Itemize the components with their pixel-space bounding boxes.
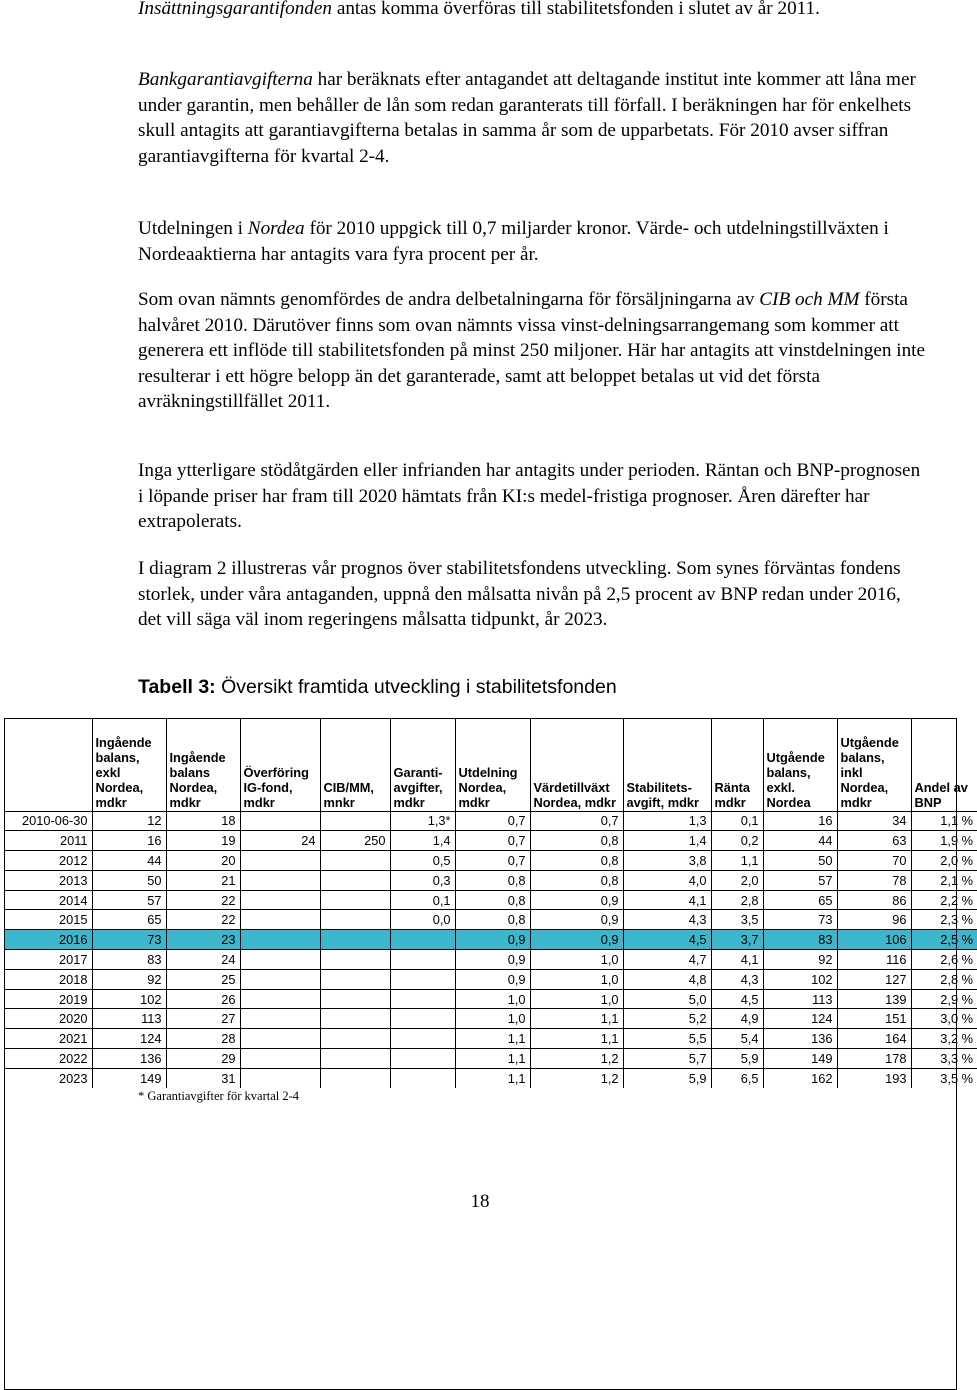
table-cell: 5,2 (623, 1009, 711, 1029)
table-row (4, 890, 977, 910)
table-cell: 34 (837, 811, 911, 831)
table-cell: 162 (763, 1068, 837, 1088)
table-cell: 31 (166, 1068, 240, 1088)
table-cell: 18 (166, 811, 240, 831)
table-cell: 19 (166, 831, 240, 851)
table-cell: 250 (320, 831, 390, 851)
table-cell: 0,5 (390, 851, 455, 871)
table-cell: 5,4 (711, 1029, 763, 1049)
table-cell: 102 (763, 969, 837, 989)
row-label: 2016 (4, 930, 92, 950)
table-cell: 86 (837, 890, 911, 910)
table-cell: 1,1 (711, 851, 763, 871)
table-cell (240, 890, 320, 910)
table-cell (240, 989, 320, 1009)
table-cell: 0,8 (530, 851, 623, 871)
table-cell: 2,8 (711, 890, 763, 910)
table-cell: 83 (763, 930, 837, 950)
table-cell: 3,0 % (911, 1009, 977, 1029)
column-header: Utgående balans, inkl Nordea, mdkr (837, 718, 911, 811)
table-cell: 12 (92, 811, 166, 831)
table-cell: 178 (837, 1049, 911, 1069)
table-cell: 124 (763, 1009, 837, 1029)
table-cell: 4,5 (623, 930, 711, 950)
table-cell: 0,8 (455, 910, 530, 930)
table-cell: 1,0 (530, 989, 623, 1009)
table-cell: 1,3* (390, 811, 455, 831)
table-cell (390, 930, 455, 950)
row-label: 2020 (4, 1009, 92, 1029)
table-row (4, 969, 977, 989)
table-row (4, 831, 977, 851)
column-header: Stabilitets-avgift, mdkr (623, 718, 711, 811)
table-cell: 1,3 (623, 811, 711, 831)
table-row (4, 989, 977, 1009)
table-cell: 25 (166, 969, 240, 989)
table-cell: 2,3 % (911, 910, 977, 930)
table-cell: 113 (92, 1009, 166, 1029)
table-cell: 5,0 (623, 989, 711, 1009)
table-cell: 0,8 (455, 890, 530, 910)
table-cell: 4,3 (623, 910, 711, 930)
table-cell: 2,0 % (911, 851, 977, 871)
table-cell: 22 (166, 910, 240, 930)
table-header-row (4, 718, 977, 811)
table-cell: 1,1 (530, 1029, 623, 1049)
table-cell: 73 (92, 930, 166, 950)
row-label: 2015 (4, 910, 92, 930)
column-header: Överföring IG-fond, mdkr (240, 718, 320, 811)
table-cell: 0,1 (390, 890, 455, 910)
table-cell: 1,2 (530, 1068, 623, 1088)
table-cell: 164 (837, 1029, 911, 1049)
table-cell: 1,0 (530, 969, 623, 989)
table-cell: 70 (837, 851, 911, 871)
row-label: 2012 (4, 851, 92, 871)
table-cell (240, 969, 320, 989)
row-label: 2013 (4, 870, 92, 890)
table-row (4, 870, 977, 890)
column-header: Ränta mdkr (711, 718, 763, 811)
row-label: 2017 (4, 950, 92, 970)
table-cell: 44 (763, 831, 837, 851)
table-cell: 2,9 % (911, 989, 977, 1009)
table-cell: 1,4 (623, 831, 711, 851)
table-cell: 0,7 (530, 811, 623, 831)
table-cell: 16 (763, 811, 837, 831)
table-cell: 0,8 (530, 870, 623, 890)
table-cell: 24 (166, 950, 240, 970)
table-cell: 149 (763, 1049, 837, 1069)
table-cell: 63 (837, 831, 911, 851)
table-cell: 5,7 (623, 1049, 711, 1069)
table-cell: 57 (763, 870, 837, 890)
table-cell: 20 (166, 851, 240, 871)
table-cell: 6,5 (711, 1068, 763, 1088)
column-header: Garanti-avgifter, mdkr (390, 718, 455, 811)
table-cell: 5,5 (623, 1029, 711, 1049)
table-cell: 27 (166, 1009, 240, 1029)
table-cell (390, 1029, 455, 1049)
table-cell: 149 (92, 1068, 166, 1088)
table-cell: 1,0 (530, 950, 623, 970)
row-label: 2010-06-30 (4, 811, 92, 831)
paragraph-insattningsgarantifonden: Insättningsgarantifonden antas komma överföras till stabilitetsfonden i slutet av år 2011. (138, 0, 820, 19)
table-cell: 1,1 (455, 1029, 530, 1049)
table-cell: 44 (92, 851, 166, 871)
table-cell: 0,9 (530, 910, 623, 930)
table-cell (240, 1068, 320, 1088)
table-cell (320, 989, 390, 1009)
table-cell: 50 (92, 870, 166, 890)
table-cell: 124 (92, 1029, 166, 1049)
table-cell (390, 1049, 455, 1069)
paragraph-diagram-2: I diagram 2 illustreras vår prognos över stabilitetsfondens utveckling. Som synes förväntas fondens storlek, under våra antaganden, uppnå den målsatta nivån på 2,5 procent av BNP redan under 2016, det vill säga väl inom regeringens målsatta tidpunkt, år 2023. (138, 558, 901, 630)
table-row (4, 1029, 977, 1049)
row-label: 2023 (4, 1068, 92, 1088)
column-header: CIB/MM, mnkr (320, 718, 390, 811)
table-cell: 23 (166, 930, 240, 950)
table-cell: 113 (763, 989, 837, 1009)
table-cell: 136 (92, 1049, 166, 1069)
paragraph-cib-mm: Som ovan nämnts genomfördes de andra delbetalningarna för försäljningarna av CIB och MM första halvåret 2010. Därutöver finns som ovan nämnts vissa vinst-delningsarrangemang som kommer att generera ett inflöde till stabilitetsfonden på minst 250 miljoner. Här har antagits att vinstdelningen inte resulterar i ett högre belopp än det garanterade, samt att beloppet betalas ut vid det första avräkningstillfället 2011. (138, 289, 926, 412)
table-cell: 65 (92, 910, 166, 930)
table-cell (240, 1009, 320, 1029)
table-row (4, 1009, 977, 1029)
table-cell: 106 (837, 930, 911, 950)
table-cell (320, 851, 390, 871)
table-cell: 136 (763, 1029, 837, 1049)
table-cell: 4,3 (711, 969, 763, 989)
table-cell (390, 969, 455, 989)
table-cell: 139 (837, 989, 911, 1009)
table-cell: 4,9 (711, 1009, 763, 1029)
table-cell: 0,7 (455, 851, 530, 871)
table-cell (240, 811, 320, 831)
table-cell (320, 890, 390, 910)
table-cell: 1,4 (390, 831, 455, 851)
table-cell: 1,0 (455, 1009, 530, 1029)
paragraph-utdelning-nordea: Utdelningen i Nordea för 2010 uppgick till 0,7 miljarder kronor. Värde- och utdelningstillväxten i Nordeaaktierna har antagits vara fyra procent per år. (138, 218, 889, 265)
table-cell (320, 1068, 390, 1088)
page-number: 18 (470, 1191, 490, 1212)
table-cell: 2,2 % (911, 890, 977, 910)
table-cell: 73 (763, 910, 837, 930)
table-cell: 1,1 (455, 1068, 530, 1088)
table-cell: 5,9 (711, 1049, 763, 1069)
table-cell: 24 (240, 831, 320, 851)
table-cell: 2,6 % (911, 950, 977, 970)
table-cell: 28 (166, 1029, 240, 1049)
table-cell: 96 (837, 910, 911, 930)
table-cell: 0,7 (455, 831, 530, 851)
table-row (4, 950, 977, 970)
table-cell: 0,0 (390, 910, 455, 930)
table-cell: 5,9 (623, 1068, 711, 1088)
table-cell: 2,5 % (911, 930, 977, 950)
table-cell: 29 (166, 1049, 240, 1069)
table-cell: 3,8 (623, 851, 711, 871)
column-header: Värdetillväxt Nordea, mdkr (530, 718, 623, 811)
table-cell: 1,0 (455, 989, 530, 1009)
table-cell: 3,5 (711, 910, 763, 930)
table-cell (320, 1049, 390, 1069)
table-row (4, 851, 977, 871)
table-cell: 4,1 (711, 950, 763, 970)
table-cell: 0,7 (455, 811, 530, 831)
table-cell: 2,8 % (911, 969, 977, 989)
table-cell (240, 851, 320, 871)
row-label: 2018 (4, 969, 92, 989)
table-cell: 127 (837, 969, 911, 989)
table-cell: 2,0 (711, 870, 763, 890)
row-label: 2014 (4, 890, 92, 910)
table-cell: 1,1 (530, 1009, 623, 1029)
table-cell: 16 (92, 831, 166, 851)
row-label: 2021 (4, 1029, 92, 1049)
table-cell: 0,1 (711, 811, 763, 831)
table-row (4, 811, 977, 831)
table-cell: 4,1 (623, 890, 711, 910)
table-cell: 57 (92, 890, 166, 910)
table-cell: 26 (166, 989, 240, 1009)
table-cell (320, 870, 390, 890)
table-cell: 4,8 (623, 969, 711, 989)
row-label: 2011 (4, 831, 92, 851)
table-cell: 3,7 (711, 930, 763, 950)
table-cell: 1,9 % (911, 831, 977, 851)
table-cell (240, 870, 320, 890)
table-title: Tabell 3: Översikt framtida utveckling i stabilitetsfonden (138, 676, 617, 698)
paragraph-bankgarantiavgifter: Bankgarantiavgifterna har beräknats efter antagandet att deltagande institut inte kommer att låna mer under garantin, men behåller de lån som redan garanterats till förfall. I beräkningen har för enkelhets skull antagits att garantiavgifterna betalas in samma år som de upparbetats. För 2010 avser siffran garantiavgifterna för kvartal 2-4. (138, 69, 916, 167)
table-footnote: * Garantiavgifter för kvartal 2-4 (138, 1089, 300, 1103)
table-cell (240, 1029, 320, 1049)
column-header: Utdelning Nordea, mdkr (455, 718, 530, 811)
table-cell: 0,8 (530, 831, 623, 851)
table-cell: 4,7 (623, 950, 711, 970)
table-cell: 102 (92, 989, 166, 1009)
row-label: 2022 (4, 1049, 92, 1069)
column-header (4, 718, 92, 811)
table-cell: 0,9 (455, 969, 530, 989)
table-cell: 3,5 % (911, 1068, 977, 1088)
table-cell (390, 950, 455, 970)
table-cell (320, 811, 390, 831)
table-cell: 22 (166, 890, 240, 910)
table-row (4, 1049, 977, 1069)
table-cell: 0,9 (530, 890, 623, 910)
table-cell: 50 (763, 851, 837, 871)
column-header: Ingående balans Nordea, mdkr (166, 718, 240, 811)
table-cell: 0,2 (711, 831, 763, 851)
paragraph-ranta-bnp: Inga ytterligare stödåtgärden eller infrianden har antagits under perioden. Räntan och BNP-prognosen i löpande priser har fram till 2020 hämtats från KI:s medel-fristiga prognoser. Åren därefter har extrapolerats. (138, 460, 921, 532)
table-cell (240, 1049, 320, 1069)
table-cell: 0,9 (455, 950, 530, 970)
table-cell: 92 (763, 950, 837, 970)
table-cell (320, 950, 390, 970)
table-cell (240, 930, 320, 950)
table-cell (240, 950, 320, 970)
table-cell: 21 (166, 870, 240, 890)
row-label: 2019 (4, 989, 92, 1009)
table-cell: 0,9 (530, 930, 623, 950)
table-cell (320, 930, 390, 950)
table-cell: 0,3 (390, 870, 455, 890)
column-header: Ingående balans, exkl Nordea, mdkr (92, 718, 166, 811)
table-cell: 65 (763, 890, 837, 910)
table-row (4, 930, 977, 950)
table-cell: 0,9 (455, 930, 530, 950)
table-cell (320, 969, 390, 989)
table-cell (240, 910, 320, 930)
column-header: Andel av BNP (914, 779, 968, 810)
table-cell: 193 (837, 1068, 911, 1088)
table-cell (390, 1068, 455, 1088)
table-cell: 151 (837, 1009, 911, 1029)
table-cell: 1,2 (530, 1049, 623, 1069)
table-row (4, 910, 977, 930)
table-cell: 4,0 (623, 870, 711, 890)
table-cell: 0,8 (455, 870, 530, 890)
table-row (4, 1068, 977, 1088)
table-cell: 4,5 (711, 989, 763, 1009)
table-cell: 2,1 % (911, 870, 977, 890)
table-cell: 78 (837, 870, 911, 890)
column-header: Utgående balans, exkl. Nordea (763, 718, 837, 811)
table-cell (390, 989, 455, 1009)
table-cell (390, 1009, 455, 1029)
table-cell: 3,2 % (911, 1029, 977, 1049)
table-cell: 83 (92, 950, 166, 970)
stabilitetsfond-table (4, 718, 977, 1088)
table-cell (320, 910, 390, 930)
table-cell: 116 (837, 950, 911, 970)
table-cell: 1,1 (455, 1049, 530, 1069)
table-cell (320, 1009, 390, 1029)
table-cell: 1,1 % (911, 811, 977, 831)
table-cell (320, 1029, 390, 1049)
table-cell: 92 (92, 969, 166, 989)
table-cell: 3,3 % (911, 1049, 977, 1069)
